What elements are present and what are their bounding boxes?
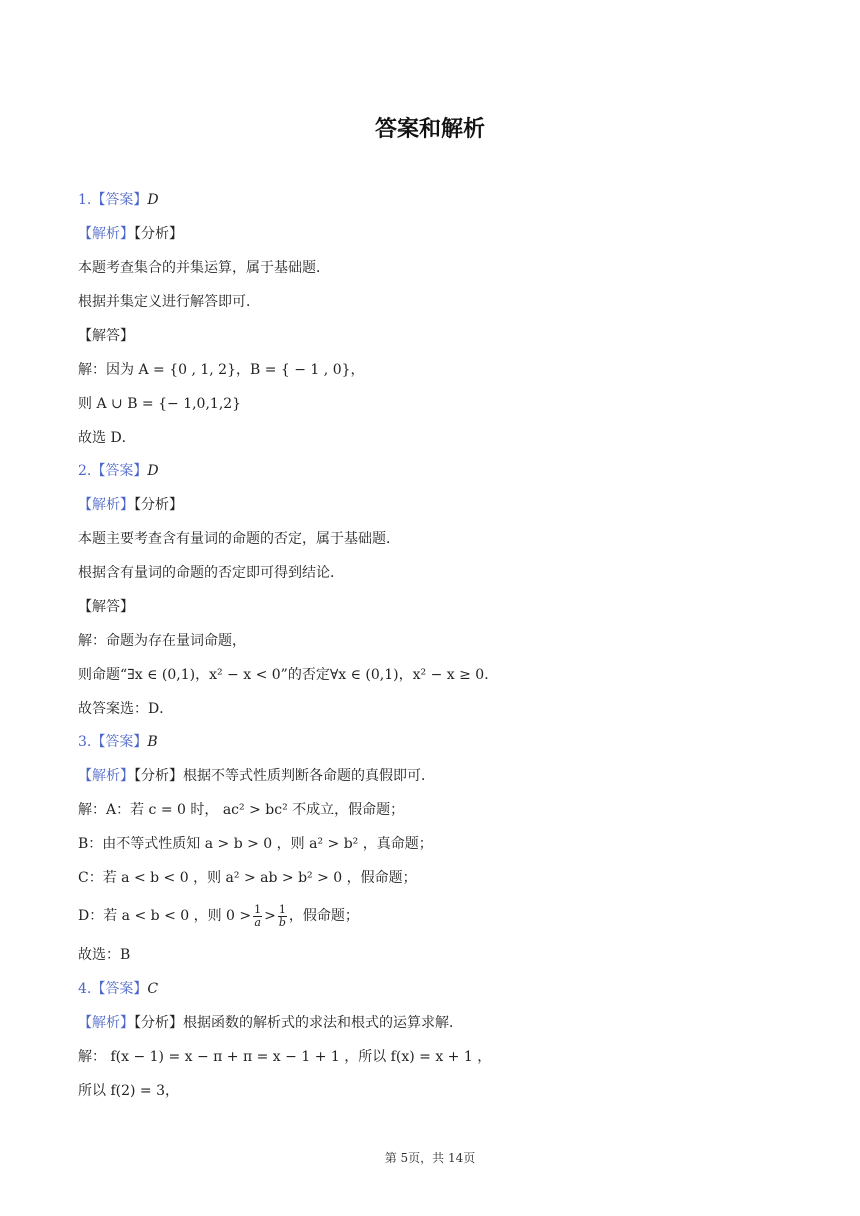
q2-jieda-tag: 【解答】 xyxy=(78,599,134,615)
q4-solution-1: 解： f(x − 1) = x − π + π = x − 1 + 1 ，所以 f(x) = x + 1 ， xyxy=(78,1049,492,1065)
q1-solution-3: 故选 D． xyxy=(78,430,136,446)
q1-fenxi-tag: 【分析】 xyxy=(134,226,183,242)
q3-solution-4 xyxy=(78,903,359,929)
q3-solution-5: 故选：B xyxy=(78,947,131,963)
q3-jiexi-tag: 【解析】 xyxy=(78,768,134,784)
q3-tags-line xyxy=(78,766,435,786)
q1-analysis-1: 本题考查集合的并集运算，属于基础题． xyxy=(78,260,330,276)
q4-answer-tag: 【答案】 xyxy=(91,981,148,997)
fraction-numerator: 1 xyxy=(254,902,262,916)
fraction-denominator: b xyxy=(278,915,286,929)
q3-answer-tag: 【答案】 xyxy=(91,734,148,750)
q1-solution-2: 则 A ∪ B = {− 1,0,1,2} xyxy=(78,396,242,412)
q2-number: 2. xyxy=(78,463,92,479)
q2-answer: D xyxy=(147,463,159,479)
q3-solution-3: C：若 a < b < 0 ，则 a² > ab > b² > 0 ，假命题； xyxy=(78,870,417,886)
q4-tags-line xyxy=(78,1013,463,1033)
q1-jiexi-tag: 【解析】 xyxy=(78,226,134,242)
q4-fenxi-text: 根据函数的解析式的求法和根式的运算求解． xyxy=(183,1015,463,1031)
fraction-numerator: 1 xyxy=(278,902,286,916)
fraction-1-over-a xyxy=(253,904,262,929)
q1-analysis-2: 根据并集定义进行解答即可． xyxy=(78,294,260,310)
page-footer: 第 5页，共 14页 xyxy=(384,1151,476,1165)
q4-answer-line xyxy=(78,979,158,999)
q1-tags-line xyxy=(78,224,183,244)
q2-fenxi-tag: 【分析】 xyxy=(134,497,183,513)
q3-solution-2: B：由不等式性质知 a > b > 0 ，则 a² > b² ，真命题； xyxy=(78,836,433,852)
q3-answer: B xyxy=(147,734,158,750)
fraction-denominator: a xyxy=(254,915,261,929)
q3-solution-4-prefix: D：若 a < b < 0 ，则 0 > xyxy=(78,908,252,924)
q3-solution-1: 解：A：若 c = 0 时， ac² > bc² 不成立，假命题； xyxy=(78,802,405,818)
page-title: 答案和解析 xyxy=(374,117,485,142)
fraction-1-over-b xyxy=(278,904,287,929)
q2-tags-line xyxy=(78,495,183,515)
q4-fenxi-tag: 【分析】 xyxy=(134,1015,183,1031)
q1-number: 1. xyxy=(78,192,92,208)
q4-answer: C xyxy=(147,981,159,997)
q2-analysis-1: 本题主要考查含有量词的命题的否定，属于基础题． xyxy=(78,531,400,547)
greater-than-sign: > xyxy=(264,908,276,924)
q1-answer: D xyxy=(147,192,159,208)
q2-solution-3: 故答案选：D． xyxy=(78,701,174,717)
q4-number: 4. xyxy=(78,981,92,997)
q1-solution-1: 解：因为 A = {0 , 1, 2}，B = { − 1 , 0}， xyxy=(78,362,365,378)
q3-solution-4-suffix: ，假命题； xyxy=(288,908,359,924)
q1-jieda-tag: 【解答】 xyxy=(78,328,134,344)
q2-jiexi-tag: 【解析】 xyxy=(78,497,134,513)
q1-answer-tag: 【答案】 xyxy=(91,192,148,208)
q3-fenxi-text: 根据不等式性质判断各命题的真假即可． xyxy=(183,768,435,784)
q2-answer-tag: 【答案】 xyxy=(91,463,148,479)
q3-answer-line xyxy=(78,732,158,752)
q2-solution-2: 则命题“∃x ∈ (0,1)，x² − x < 0”的否定∀x ∈ (0,1)，x² − x ≥ 0． xyxy=(78,667,499,683)
q4-jiexi-tag: 【解析】 xyxy=(78,1015,134,1031)
q2-solution-1: 解：命题为存在量词命题， xyxy=(78,633,246,649)
q3-fenxi-tag: 【分析】 xyxy=(134,768,183,784)
q2-answer-line xyxy=(78,461,159,481)
q3-number: 3. xyxy=(78,734,92,750)
q2-analysis-2: 根据含有量词的命题的否定即可得到结论． xyxy=(78,565,344,581)
q1-answer-line xyxy=(78,190,159,210)
q4-solution-2: 所以 f(2) = 3， xyxy=(78,1083,180,1099)
